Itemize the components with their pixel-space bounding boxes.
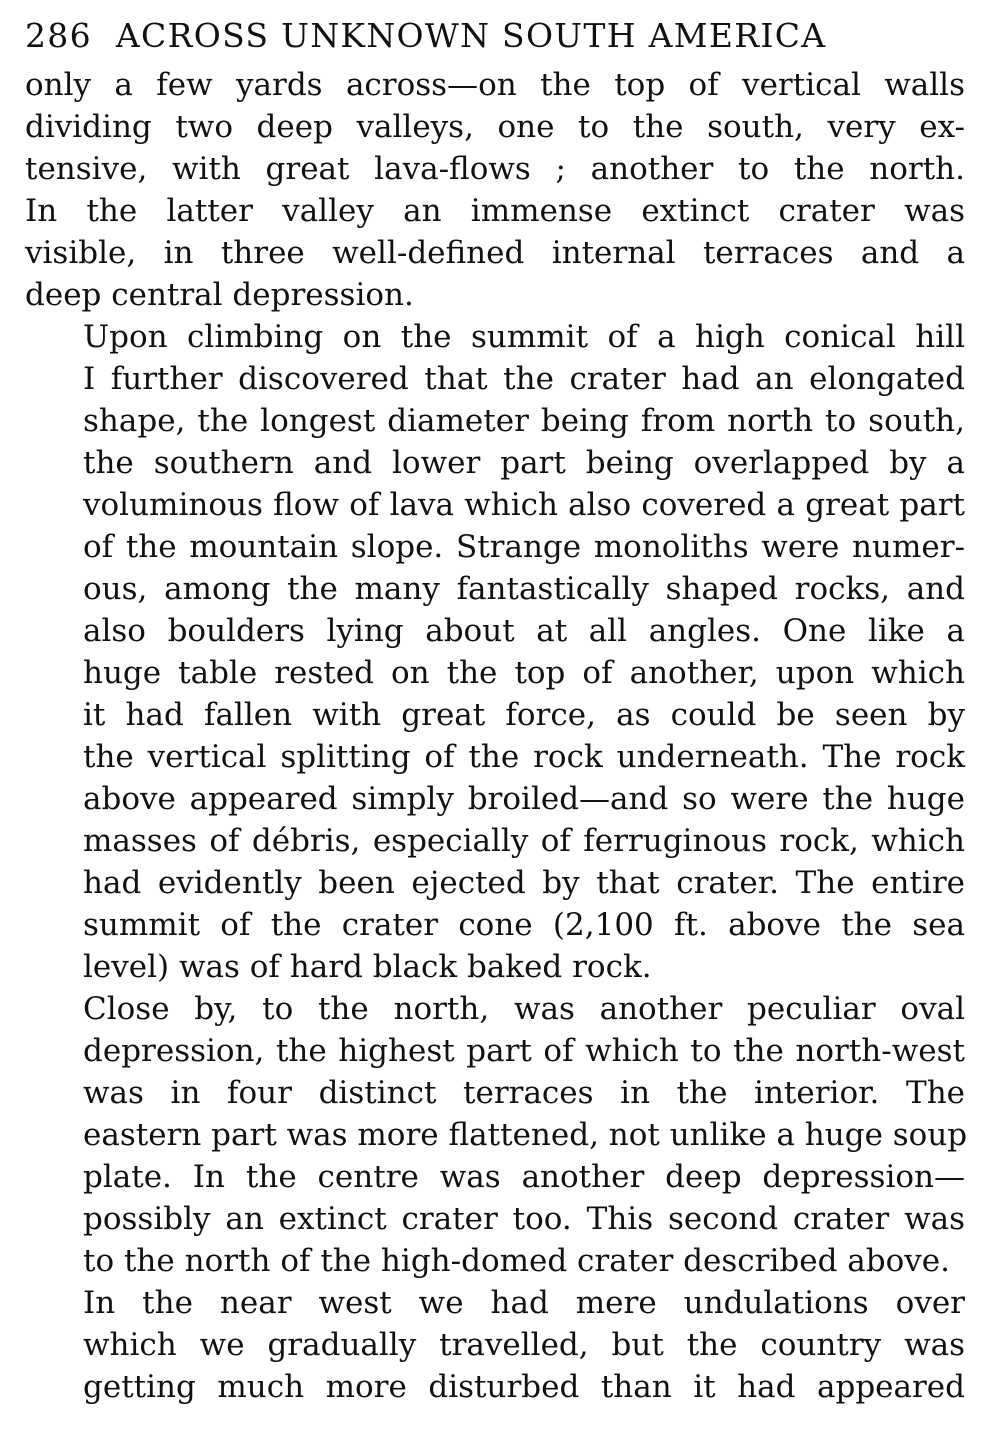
text-line: to the north of the high-domed crater described above. xyxy=(83,1243,950,1279)
text-line: eastern part was more flattened, not unlike a huge soup xyxy=(83,1117,968,1153)
text-line: visible, in three well-defined internal terraces and a xyxy=(25,235,965,271)
text-line: the southern and lower part being overlapped by a xyxy=(83,445,965,481)
running-title: ACROSS UNKNOWN SOUTH AMERICA xyxy=(115,16,827,55)
text-line: Upon climbing on the summit of a high conical hill xyxy=(83,319,965,355)
paragraph xyxy=(25,64,965,316)
text-line: getting much more disturbed than it had appeared xyxy=(83,1369,965,1405)
paragraph xyxy=(25,988,968,1282)
text-line: also boulders lying about at all angles. One like a xyxy=(83,613,965,649)
text-line: I further discovered that the crater had an elongated xyxy=(83,361,965,397)
text-line: which we gradually travelled, but the country was xyxy=(83,1327,965,1363)
text-line: of the mountain slope. Strange monoliths were numer- xyxy=(83,529,965,565)
text-line: depression, the highest part of which to the north-west xyxy=(83,1033,965,1069)
text-line: summit of the crater cone (2,100 ft. above the sea xyxy=(83,907,965,943)
text-line: In the near west we had mere undulations over xyxy=(83,1285,965,1321)
text-line: only a few yards across—on the top of vertical walls xyxy=(25,67,965,103)
text-line: dividing two deep valleys, one to the south, very ex- xyxy=(25,109,965,145)
text-line: tensive, with great lava-flows ; another to the north. xyxy=(25,151,965,187)
paragraph xyxy=(25,1282,965,1408)
text-line: was in four distinct terraces in the interior. The xyxy=(83,1075,965,1111)
text-line: possibly an extinct crater too. This second crater was xyxy=(83,1201,965,1237)
text-line: shape, the longest diameter being from north to south, xyxy=(83,403,965,439)
text-line: voluminous flow of lava which also covered a great part xyxy=(83,487,965,523)
text-line: above appeared simply broiled—and so were the huge xyxy=(83,781,965,817)
paragraph xyxy=(25,316,965,988)
running-head xyxy=(25,14,965,58)
text-line: In the latter valley an immense extinct crater was xyxy=(25,193,965,229)
text-line: Close by, to the north, was another peculiar oval xyxy=(83,991,965,1027)
text-line: had evidently been ejected by that crater. The entire xyxy=(83,865,965,901)
body-text xyxy=(25,64,968,1408)
text-line: deep central depression. xyxy=(25,277,414,313)
text-line: the vertical splitting of the rock underneath. The rock xyxy=(83,739,965,775)
page-number: 286 xyxy=(25,16,92,55)
text-line: huge table rested on the top of another, upon which xyxy=(83,655,965,691)
text-line: level) was of hard black baked rock. xyxy=(83,949,652,985)
text-line: it had fallen with great force, as could be seen by xyxy=(83,697,965,733)
book-page xyxy=(25,14,968,1408)
text-line: masses of débris, especially of ferruginous rock, which xyxy=(83,823,965,859)
text-line: plate. In the centre was another deep depression— xyxy=(83,1159,965,1195)
text-line: ous, among the many fantastically shaped rocks, and xyxy=(83,571,965,607)
